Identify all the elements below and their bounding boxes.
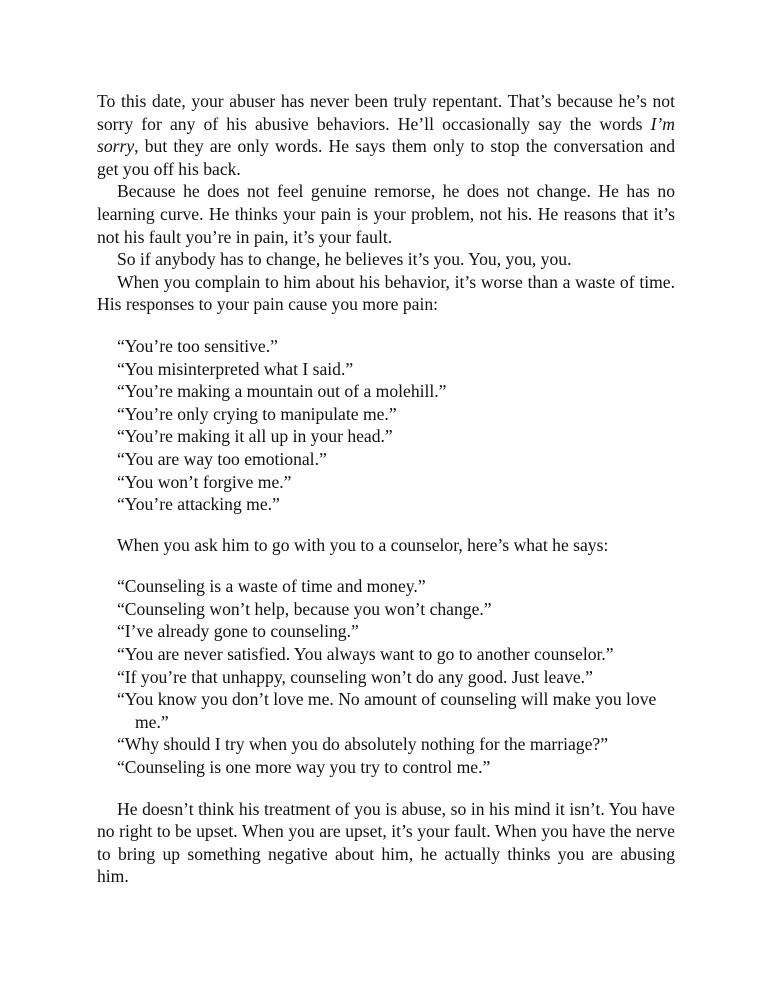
paragraph-change: So if anybody has to change, he believes it’s you. You, you, you. xyxy=(117,249,572,270)
list-item: “You know you don’t love me. No amount of counseling will make you love me.” xyxy=(117,689,657,732)
list-item: “You are way too emotional.” xyxy=(117,448,327,469)
spacer xyxy=(97,556,675,575)
list-item: “I’ve already gone to counseling.” xyxy=(117,621,359,642)
paragraph-counselor-intro: When you ask him to go with you to a counselor, here’s what he says: xyxy=(117,534,609,555)
spacer xyxy=(97,316,675,335)
document-page xyxy=(97,90,675,888)
paragraph-repentance-end: , but they are only words. He says them only to stop the conversation and get you off his back. xyxy=(97,136,675,179)
list-item: “You’re too sensitive.” xyxy=(117,335,278,356)
list-item: “If you’re that unhappy, counseling won’t do any good. Just leave.” xyxy=(117,666,593,687)
spacer xyxy=(97,516,675,534)
list-item: “Counseling is a waste of time and money.” xyxy=(117,576,426,597)
responses-to-pain-list xyxy=(97,335,675,516)
list-item: “You’re making it all up in your head.” xyxy=(117,426,393,447)
list-item: “Why should I try when you do absolutely nothing for the marriage?” xyxy=(117,734,609,755)
list-item: “You’re only crying to manipulate me.” xyxy=(117,403,397,424)
paragraph-conclusion: He doesn’t think his treatment of you is abuse, so in his mind it isn’t. You have no right to be upset. When you are upset, it’s your fault. When you have the nerve to bring up something negative about him, he actually thinks you are abusing him. xyxy=(97,798,675,887)
list-item: “You misinterpreted what I said.” xyxy=(117,358,354,379)
paragraph-repentance-start: To this date, your abuser has never been truly repentant. That’s because he’s not sorry for any of his abusive behaviors. He’ll occasionally say the words xyxy=(97,91,675,134)
list-item: “You won’t forgive me.” xyxy=(117,471,292,492)
list-item: “Counseling is one more way you try to control me.” xyxy=(117,757,491,778)
paragraph-complaint: When you complain to him about his behavior, it’s worse than a waste of time. His responses to your pain cause you more pain: xyxy=(97,271,675,315)
list-item: “You are never satisfied. You always want to go to another counselor.” xyxy=(117,644,614,665)
paragraph-repentance-italic: I’m sorry xyxy=(97,113,675,157)
counseling-responses-list xyxy=(97,575,675,778)
list-item: “Counseling won’t help, because you won’t change.” xyxy=(117,598,492,619)
paragraph-repentance xyxy=(97,90,675,180)
list-item: “You’re making a mountain out of a molehill.” xyxy=(117,381,447,402)
spacer xyxy=(97,779,675,798)
list-item: “You’re attacking me.” xyxy=(117,494,280,515)
paragraph-remorse: Because he does not feel genuine remorse, he does not change. He has no learning curve. He thinks your pain is your problem, not his. He reasons that it’s not his fault you’re in pain, it’s your fault. xyxy=(97,181,675,247)
